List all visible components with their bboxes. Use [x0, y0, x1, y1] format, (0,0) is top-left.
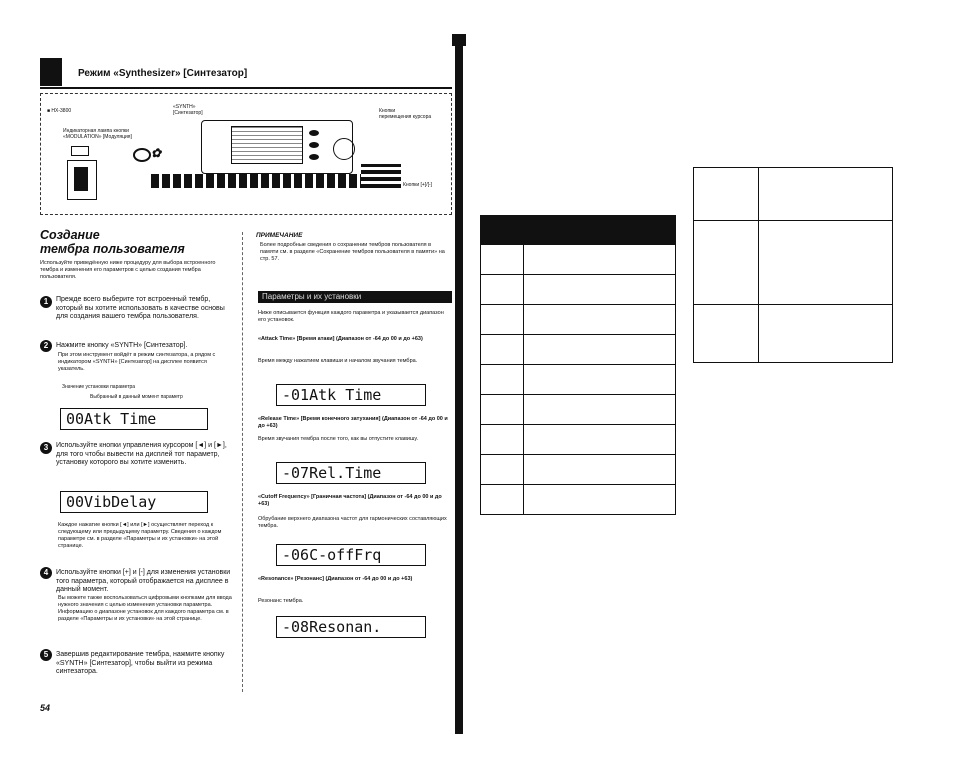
page-number: 54: [40, 703, 51, 713]
speaker-icon: [133, 148, 151, 162]
button-row-icon: [151, 174, 381, 188]
table-row: [481, 455, 676, 485]
table-row: [481, 275, 676, 305]
table-left-header: [480, 215, 676, 244]
step-2-text: Нажмите кнопку «SYNTH» [Синтезатор].: [56, 342, 188, 349]
lcd-attack-time: -01Atk Time: [276, 384, 426, 406]
synth-label-2: [Синтезатор]: [173, 110, 203, 116]
lcd-release-time: -07Rel.Time: [276, 462, 426, 484]
lcd-attack-time-0: 00Atk Time: [60, 408, 208, 430]
table-row: [481, 485, 676, 515]
step-3-note: Каждое нажатие кнопки [◄] или [►] осуществляет переход к следующему или предыдущему параметру. Сведения о каждом параметре см. в разделе «Параметры и их установки» на этой странице.: [58, 522, 222, 549]
param-caption: Выбранный в данный момент параметр: [90, 394, 183, 400]
table-row: [694, 221, 893, 305]
table-row: [694, 305, 893, 363]
cursor-label-1: Кнопки: [379, 108, 396, 114]
synth-label-1: «SYNTH»: [173, 104, 196, 110]
keyboard-diagram: [40, 93, 452, 215]
page-title: Режим «Synthesizer» [Синтезатор]: [78, 68, 248, 79]
modulation-button-icon: [71, 146, 89, 156]
button-icon: [309, 130, 319, 136]
step-5-text: Завершив редактирование тембра, нажмите кнопку «SYNTH» [Синтезатор], чтобы выйти из режима синтезатора.: [56, 651, 225, 675]
step-2-note: При этом инструмент войдёт в режим синтезатора, а рядом с индикатором «SYNTH» [Синтезатор] на дисплее появится указатель.: [58, 352, 216, 372]
section-title: [40, 228, 185, 256]
param-1-title: «Attack Time» [Время атаки] (Диапазон от -64 до 00 и до +63): [258, 336, 423, 342]
lcd-vib-delay: 00VibDelay: [60, 491, 208, 513]
param-4-desc: Резонанс тембра.: [258, 598, 304, 604]
page-icon: [40, 58, 62, 86]
params-intro: Ниже описывается функция каждого параметра и указывается диапазон его установок.: [258, 310, 444, 323]
step-4-number: 4: [40, 567, 52, 579]
table-left-body: [480, 244, 676, 515]
table-row: [481, 365, 676, 395]
step-3-text: Используйте кнопки управления курсором [◄] и [►], для того чтобы вывести на дисплей тот параметр, установку которого вы хотите изменить.: [56, 442, 227, 466]
indicator-label-2: «MODULATION» [Модуляция]: [63, 134, 132, 140]
table-row: [481, 245, 676, 275]
step-1-text: Прежде всего выберите тот встроенный тембр, который вы хотите использовать в качестве основы для создания вашего тембра пользователя.: [56, 296, 225, 320]
note-text: Более подробные сведения о сохранении тембров пользователя в памяти см. в разделе «Сохранение тембров пользователя в памяти» на стр. 57.: [260, 242, 445, 262]
table-left: [480, 215, 676, 515]
param-2-desc: Время звучания тембра после того, как вы отпустите клавишу.: [258, 436, 419, 442]
section-title-line-2: тембра пользователя: [40, 242, 185, 256]
model-label: ■ HX-3800: [47, 108, 72, 114]
step-4-note: Вы можете также воспользоваться цифровыми кнопками для ввода нужного значения с целью изменения установки параметра. Информацию о диапазоне установок для каждого параметра см. в разделе «Параметры и их установки» на этой странице.: [58, 595, 232, 622]
button-icon: [309, 142, 319, 148]
plusminus-label: Кнопки [+]/[-]: [403, 182, 433, 188]
param-2-title: «Release Time» [Время конечного затухания] (Диапазон от -64 до 00 и до +63): [258, 416, 448, 429]
params-band: Параметры и их установки: [258, 291, 452, 303]
pitch-wheel-icon: [67, 160, 97, 200]
plusminus-buttons-icon: [361, 164, 401, 188]
page-spine: [455, 34, 463, 734]
param-4-title: «Resonance» [Резонанс] (Диапазон от -64 до 00 и до +63): [258, 576, 413, 582]
table-right-body: [693, 167, 893, 363]
header-rule: [40, 87, 452, 89]
param-3-desc: Обрубание верхнего диапазона частот для гармонических составляющих тембра.: [258, 516, 447, 529]
value-caption: Значение установки параметра: [62, 384, 136, 390]
param-3-title: «Cutoff Frequency» [Граничная частота] (Диапазон от -64 до 00 и до +63): [258, 494, 442, 507]
lcd-display: [231, 126, 303, 164]
button-icon: [309, 154, 319, 160]
table-row: [481, 395, 676, 425]
param-1-desc: Время между нажатием клавиши и началом звучания тембра.: [258, 358, 418, 364]
step-4-text: Используйте кнопки [+] и [-] для изменения установки того параметра, который отображается на дисплее в данный момент.: [56, 569, 231, 593]
table-row: [694, 168, 893, 221]
lcd-resonance: -08Resonan.: [276, 616, 426, 638]
section-title-line-1: Создание: [40, 228, 100, 242]
indicator-label-1: Индикаторная лампа кнопки: [63, 128, 129, 134]
logo-icon: ✿: [151, 146, 162, 160]
table-right: [693, 167, 893, 363]
intro-text: Используйте приведённую ниже процедуру для выбора встроенного тембра и изменения его параметров с целью создания тембра пользователя.: [40, 260, 216, 280]
cursor-label-2: перемещения курсора: [379, 114, 432, 120]
lcd-cutoff-freq: -06C-offFrq: [276, 544, 426, 566]
step-3-number: 3: [40, 442, 52, 454]
cursor-pad-icon: [333, 138, 355, 160]
table-row: [481, 305, 676, 335]
step-2-number: 2: [40, 340, 52, 352]
column-divider: [242, 232, 243, 692]
note-title: ПРИМЕЧАНИЕ: [256, 232, 303, 239]
table-row: [481, 425, 676, 455]
step-5-number: 5: [40, 649, 52, 661]
step-1-number: 1: [40, 296, 52, 308]
table-row: [481, 335, 676, 365]
